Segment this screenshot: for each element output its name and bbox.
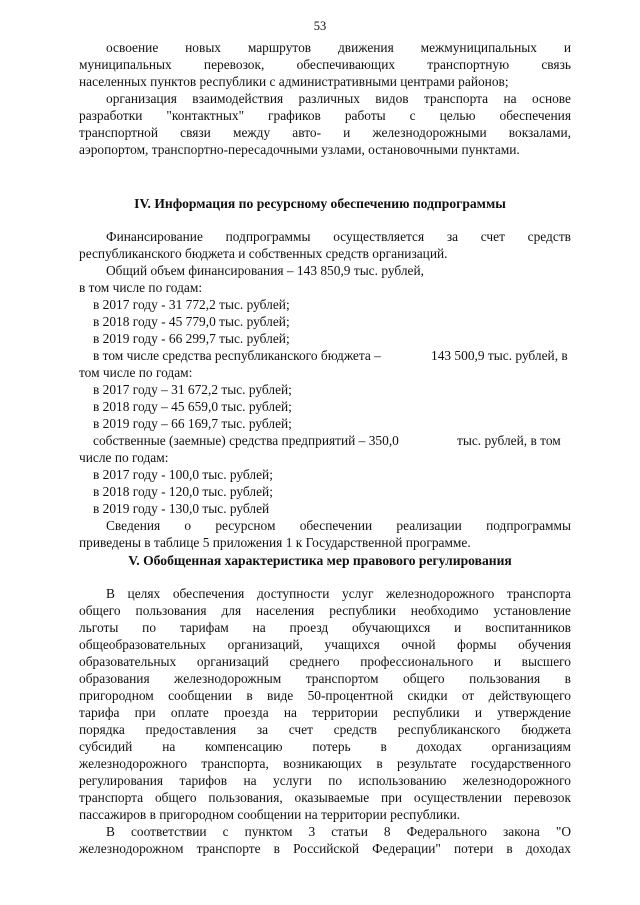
year-line: в 2017 году – 31 672,2 тыс. рублей; — [93, 382, 292, 397]
text-line: образовательных организаций среднего профессионального и высшего — [79, 654, 571, 669]
by-years-label: том числе по годам: — [79, 365, 193, 380]
text-line: населенных пунктов республики с административными центрами районов; — [79, 74, 509, 89]
by-years-label: числе по годам: — [79, 450, 169, 465]
text-line: республиканского бюджета и собственных средств организаций. — [79, 246, 448, 261]
text-line: приведены в таблице 5 приложения 1 к Государственной программе. — [79, 535, 471, 550]
text-line: железнодорожного транспорта, возникающих в результате государственного — [79, 756, 571, 771]
text-line: транспортной связи между авто- и железнодорожными вокзалами, — [79, 125, 571, 140]
text-line: пригородном сообщении в виде 50-процентной скидки от действующего — [79, 688, 571, 703]
own-line-left: собственные (заемные) средства предприятий – 350,0 — [93, 433, 399, 448]
own-funds-line — [79, 432, 571, 449]
financing-section — [79, 228, 571, 551]
year-line: в 2019 году - 66 299,7 тыс. рублей; — [93, 331, 290, 346]
text-line: разработки "контактных" графиков работы с целью обеспечения — [79, 108, 571, 123]
section-4-title: IV. Информация по ресурсному обеспечению подпрограммы — [134, 196, 506, 211]
text-line: транспорта общего пользования, оказываемые при осуществлении перевозок — [79, 790, 571, 805]
text-line: регулирования тарифов на услуги по использованию железнодорожного — [79, 773, 571, 788]
year-line: в 2018 году - 45 779,0 тыс. рублей; — [93, 314, 290, 329]
text-line: В целях обеспечения доступности услуг железнодорожного транспорта — [106, 586, 571, 601]
page-number: 53 — [313, 19, 327, 33]
legal-paragraph — [79, 585, 571, 857]
text-line: организация взаимодействия различных видов транспорта на основе — [106, 91, 571, 106]
text-line: тарифа при оплате проезда на территории республики и утверждение — [79, 705, 571, 720]
text-line: пассажиров в пригородном сообщении на территории республики. — [79, 807, 461, 822]
year-line: в 2017 году - 31 772,2 тыс. рублей; — [93, 297, 290, 312]
text-line: Финансирование подпрограммы осуществляется за счет средств — [106, 229, 571, 244]
intro-paragraph — [79, 39, 571, 158]
budget-line — [79, 347, 571, 364]
text-line: Сведения о ресурсном обеспечении реализации подпрограммы — [106, 518, 571, 533]
text-line: порядка предоставления за счет средств республиканского бюджета — [79, 722, 571, 737]
total-line: Общий объем финансирования – 143 850,9 тыс. рублей, — [106, 263, 424, 278]
year-line: в 2017 году - 100,0 тыс. рублей; — [93, 467, 273, 482]
text-line: образования железнодорожным транспортом общего пользования в — [79, 671, 571, 686]
year-line: в 2018 году – 45 659,0 тыс. рублей; — [93, 399, 292, 414]
year-line: в 2019 году – 66 169,7 тыс. рублей; — [93, 416, 292, 431]
text-line: аэропортом, транспортно-пересадочными узлами, остановочными пунктами. — [79, 142, 520, 157]
text-line: освоение новых маршрутов движения межмуниципальных и — [106, 40, 571, 55]
text-line: муниципальных перевозок, обеспечивающих транспортную связь — [79, 57, 571, 72]
text-line: В соответствии с пунктом 3 статьи 8 Федерального закона "О — [106, 824, 571, 839]
budget-line-right: 143 500,9 тыс. рублей, в — [431, 348, 568, 363]
by-years-label: в том числе по годам: — [79, 280, 203, 295]
text-line: льготы по тарифам на проезд обучающихся и воспитанников — [79, 620, 571, 635]
section-5-title: V. Обобщенная характеристика мер правового регулирования — [128, 553, 512, 568]
text-line: общеобразовательных организаций, учащихся очной формы обучения — [79, 637, 571, 652]
own-line-right: тыс. рублей, в том — [457, 433, 561, 448]
text-line: железнодорожном транспорте в Российской Федерации" потери в доходах — [79, 841, 571, 856]
year-line: в 2019 году - 130,0 тыс. рублей — [93, 501, 270, 516]
text-line: общего пользования для населения республики необходимо установление — [79, 603, 571, 618]
year-line: в 2018 году - 120,0 тыс. рублей; — [93, 484, 273, 499]
text-line: субсидий на компенсацию потерь в доходах организациям — [79, 739, 571, 754]
budget-line-left: в том числе средства республиканского бюджета – — [93, 348, 381, 363]
